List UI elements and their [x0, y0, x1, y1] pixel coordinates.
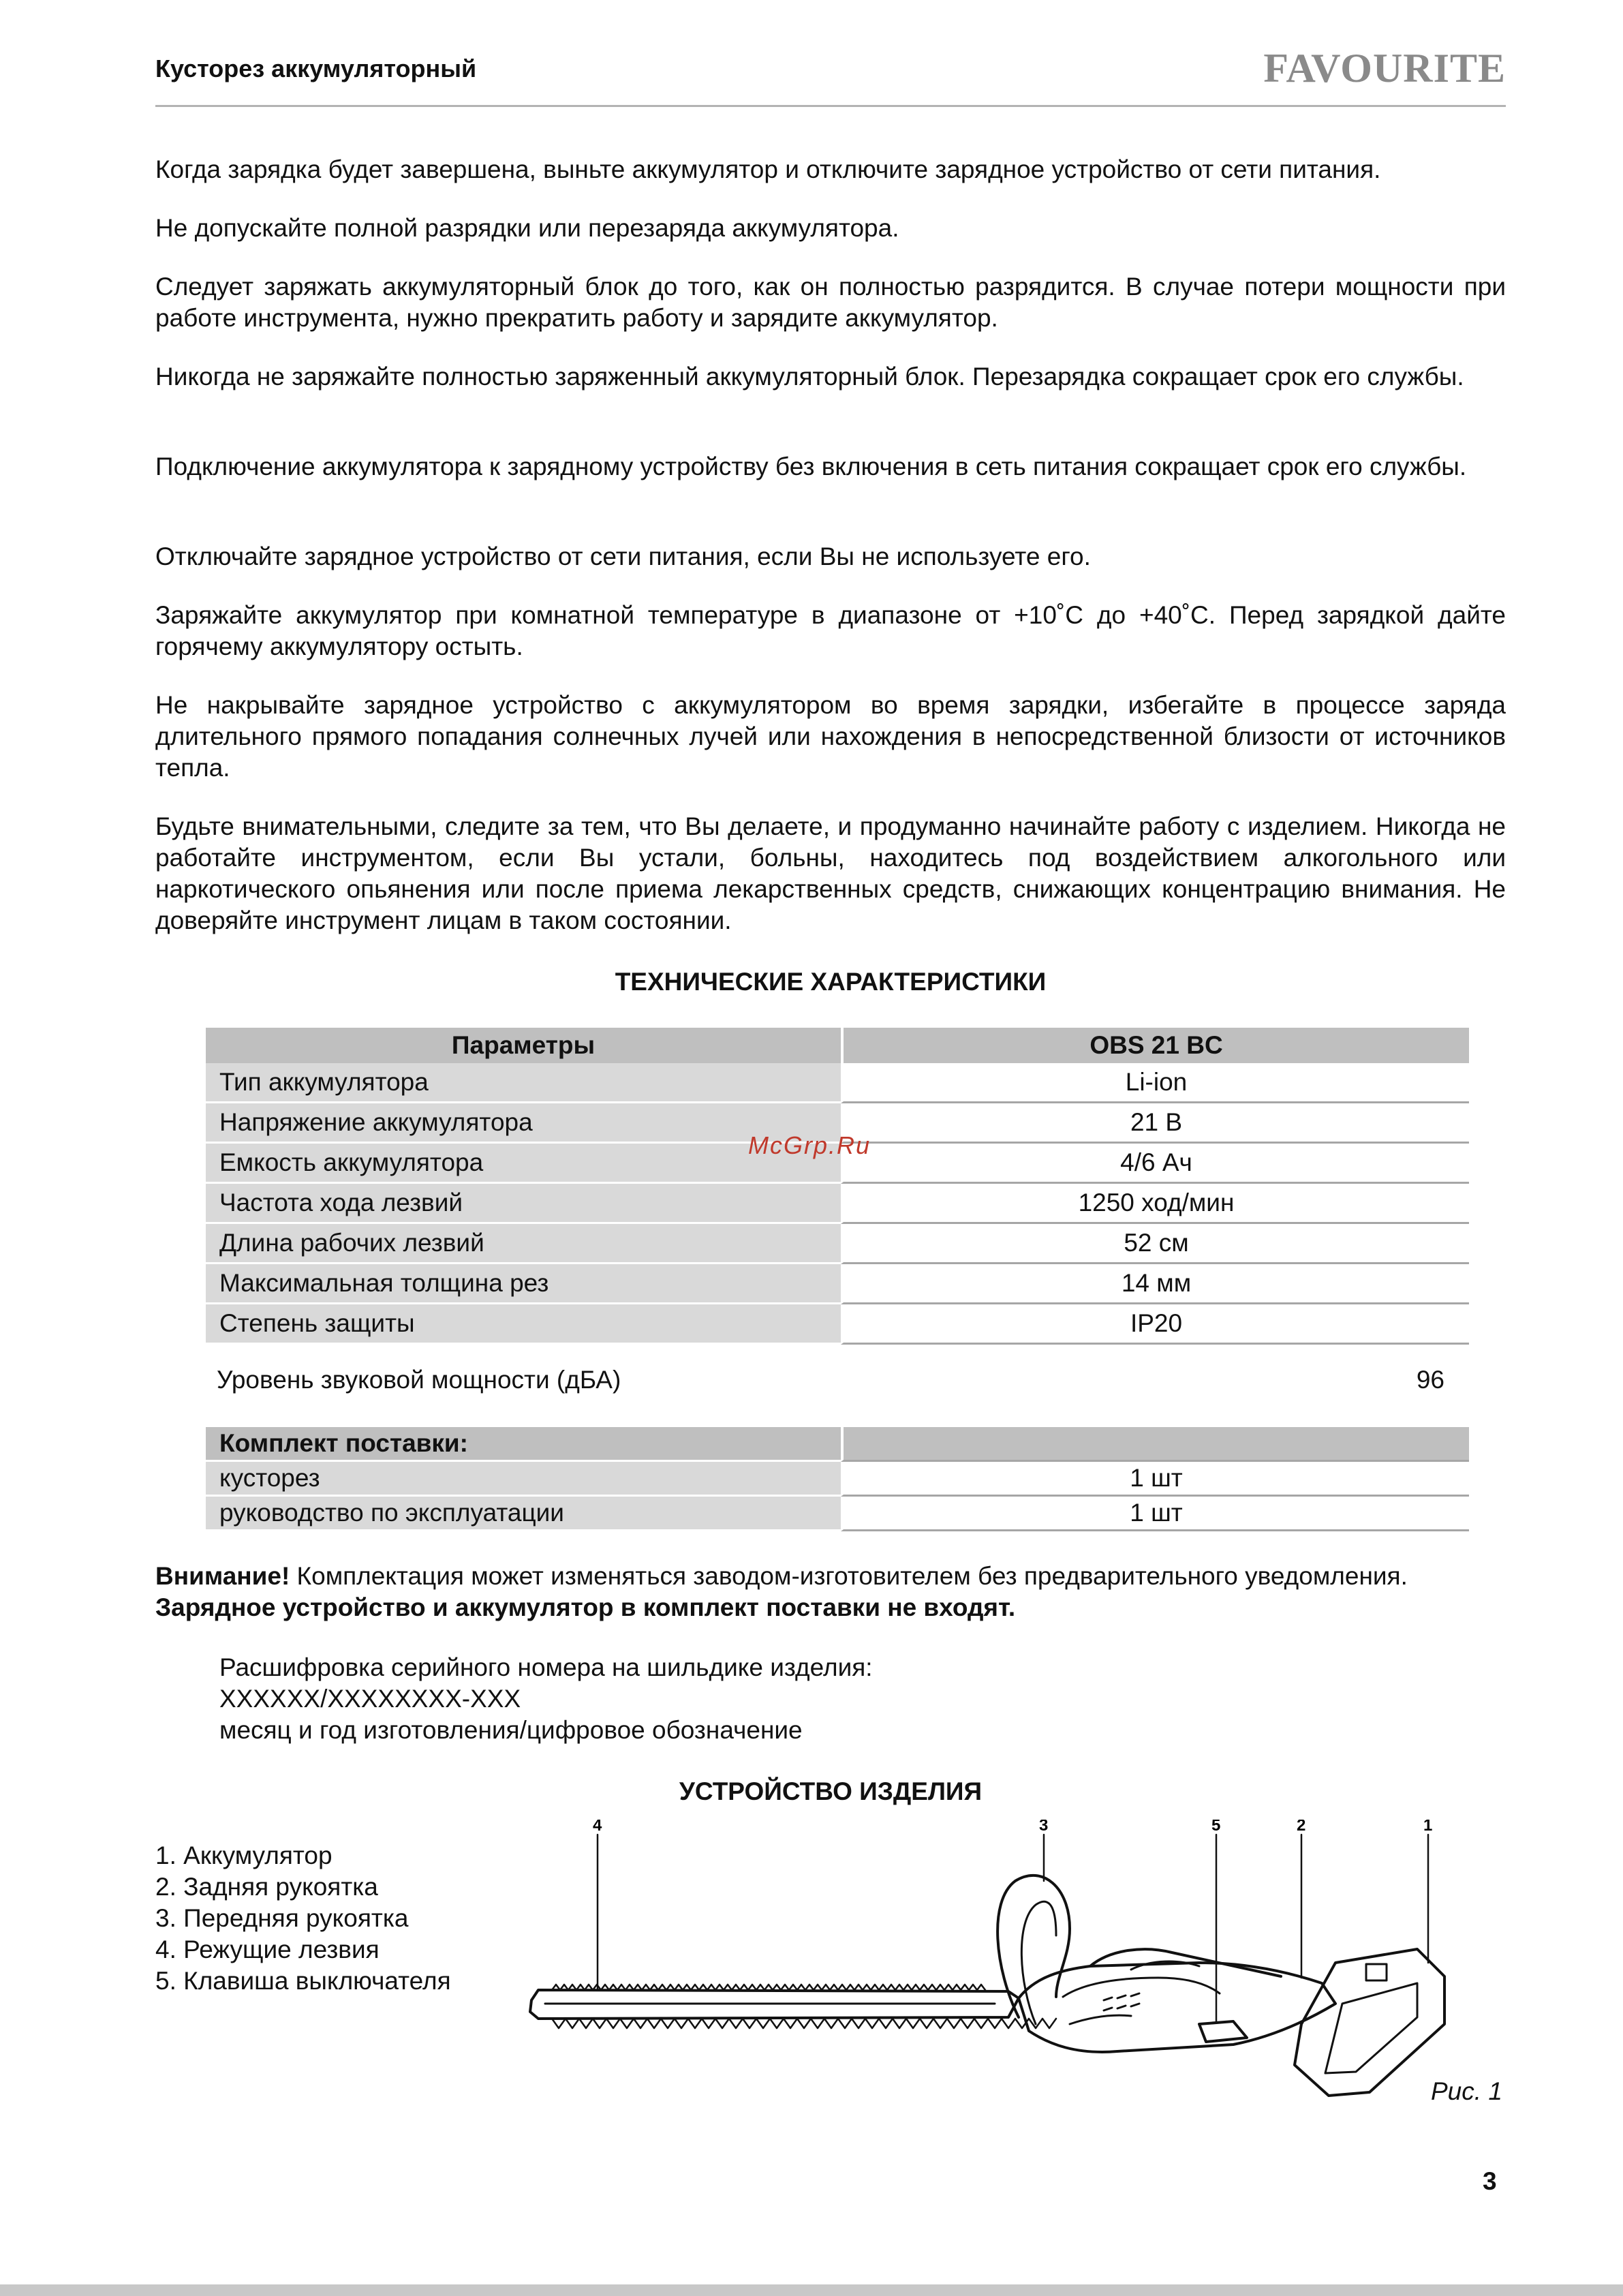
paragraph-charging-complete: Когда зарядка будет завершена, выньте аккумулятор и отключите зарядное устройство от сети питания.	[155, 155, 1381, 183]
notice-bold-text: Зарядное устройство и аккумулятор в комплект поставки не входят.	[155, 1593, 1016, 1621]
front-handle	[998, 1876, 1070, 2017]
battery-pack	[1295, 1949, 1444, 2096]
sound-power-label: Уровень звуковой мощности (дБА)	[217, 1366, 621, 1394]
serial-line-1: Расшифровка серийного номера на шильдике изделия:	[219, 1653, 873, 1681]
page-bottom-edge	[0, 2284, 1623, 2296]
callout-1: 1	[1423, 1820, 1433, 1835]
paragraph-attention-safety: Будьте внимательными, следите за тем, что Вы делаете, и продуманно начинайте работу с изделием. Никогда не работайте инструментом, если Вы устали, больны, находитесь под воздействием алкогольного или наркотического опьянения или после приема лекарственных средств, снижающих концентрацию внимания. Не доверяйте инструмент лицам в таком состоянии.	[155, 812, 1506, 934]
callout-4: 4	[593, 1820, 602, 1835]
callout-5: 5	[1211, 1820, 1221, 1835]
notice-text: Комплектация может изменяться заводом-изготовителем без предварительного уведомления.	[290, 1562, 1408, 1590]
header-divider	[155, 105, 1506, 107]
list-item: 2. Задняя рукоятка	[155, 1873, 378, 1901]
paragraph-no-full-discharge: Не допускайте полной разрядки или перезаряда аккумулятора.	[155, 214, 899, 242]
notice-paragraph	[155, 1561, 1423, 1623]
motor-housing	[1019, 1963, 1335, 2052]
table-row	[206, 1462, 1469, 1497]
brand-logo: FAVOURITE	[1263, 46, 1506, 91]
switch-key	[1199, 2021, 1247, 2042]
serial-block	[219, 1652, 873, 1746]
spec-param: Емкость аккумулятора	[206, 1144, 841, 1184]
table-row	[206, 1264, 1469, 1304]
document-title: Кусторез аккумуляторный	[155, 55, 477, 82]
specs-col-model: OBS 21 BC	[841, 1028, 1469, 1063]
table-row	[206, 1224, 1469, 1264]
list-item: 1. Аккумулятор	[155, 1841, 333, 1869]
table-row	[206, 1304, 1469, 1345]
sound-power-value: 96	[1416, 1366, 1444, 1394]
table-row	[206, 1184, 1469, 1224]
table-row	[206, 1063, 1469, 1103]
spec-value: 1250 ход/мин	[841, 1184, 1469, 1224]
list-item: 3. Передняя рукоятка	[155, 1904, 409, 1932]
callout-3: 3	[1039, 1820, 1049, 1835]
list-item: 5. Клавиша выключателя	[155, 1967, 451, 1995]
spec-param: Степень защиты	[206, 1304, 841, 1345]
spec-value: 52 см	[841, 1224, 1469, 1264]
kit-qty: 1 шт	[841, 1462, 1469, 1497]
spec-param: Максимальная толщина рез	[206, 1264, 841, 1304]
figure-caption: Рис. 1	[1431, 2077, 1502, 2105]
list-item: 4. Режущие лезвия	[155, 1935, 380, 1963]
kit-header-empty	[841, 1427, 1469, 1462]
specs-heading: ТЕХНИЧЕСКИЕ ХАРАКТЕРИСТИКИ	[615, 968, 1047, 996]
paragraph-charger-without-power: Подключение аккумулятора к зарядному устройству без включения в сеть питания сокращает срок его службы.	[155, 453, 1467, 480]
spec-value: 14 мм	[841, 1264, 1469, 1304]
specs-table	[206, 1028, 1469, 1345]
kit-header-row	[206, 1427, 1469, 1462]
parts-list	[155, 1840, 451, 1997]
kit-title: Комплект поставки:	[206, 1427, 841, 1462]
spec-param: Напряжение аккумулятора	[206, 1103, 841, 1144]
paragraph-do-not-cover: Не накрывайте зарядное устройство с аккумулятором во время зарядки, избегайте в процессе заряда длительного прямого попадания солнечных лучей или нахождения в непосредственной близости от источников тепла.	[155, 691, 1506, 782]
kit-table	[206, 1427, 1469, 1531]
spec-param: Тип аккумулятора	[206, 1063, 841, 1103]
paragraph-charge-before-empty: Следует заряжать аккумуляторный блок до того, как он полностью разрядится. В случае потери мощности при работе инструмента, нужно прекратить работу и зарядите аккумулятор.	[155, 273, 1506, 332]
specs-header-row	[206, 1028, 1469, 1063]
blade-teeth	[552, 1985, 985, 1990]
specs-col-param: Параметры	[206, 1028, 841, 1063]
notice-label: Внимание!	[155, 1562, 290, 1590]
callout-2: 2	[1297, 1820, 1306, 1835]
paragraph-no-overcharge: Никогда не заряжайте полностью заряженный аккумуляторный блок. Перезарядка сокращает срок его службы.	[155, 363, 1464, 391]
spec-param: Частота хода лезвий	[206, 1184, 841, 1224]
serial-line-2: XXXXXX/XXXXXXXX-XXX	[219, 1685, 521, 1713]
serial-line-3: месяц и год изготовления/цифровое обозначение	[219, 1716, 803, 1744]
kit-item: кусторез	[206, 1462, 841, 1497]
spec-param: Длина рабочих лезвий	[206, 1224, 841, 1264]
page-number: 3	[1483, 2167, 1497, 2195]
kit-item: руководство по эксплуатации	[206, 1497, 841, 1531]
spec-value: Li-ion	[841, 1063, 1469, 1103]
kit-qty: 1 шт	[841, 1497, 1469, 1531]
spec-value: 21 В	[841, 1103, 1469, 1144]
spec-value: 4/6 Ач	[841, 1144, 1469, 1184]
watermark: McGrp.Ru	[748, 1131, 871, 1159]
paragraph-disconnect-charger: Отключайте зарядное устройство от сети питания, если Вы не используете его.	[155, 542, 1091, 570]
spec-value: IP20	[841, 1304, 1469, 1345]
device-heading: УСТРОЙСТВО ИЗДЕЛИЯ	[679, 1777, 983, 1805]
hedge-trimmer-figure	[518, 1820, 1472, 2140]
table-row	[206, 1497, 1469, 1531]
paragraph-charge-temperature: Заряжайте аккумулятор при комнатной температуре в диапазоне от +10˚С до +40˚С. Перед зарядкой дайте горячему аккумулятору остыть.	[155, 601, 1506, 660]
